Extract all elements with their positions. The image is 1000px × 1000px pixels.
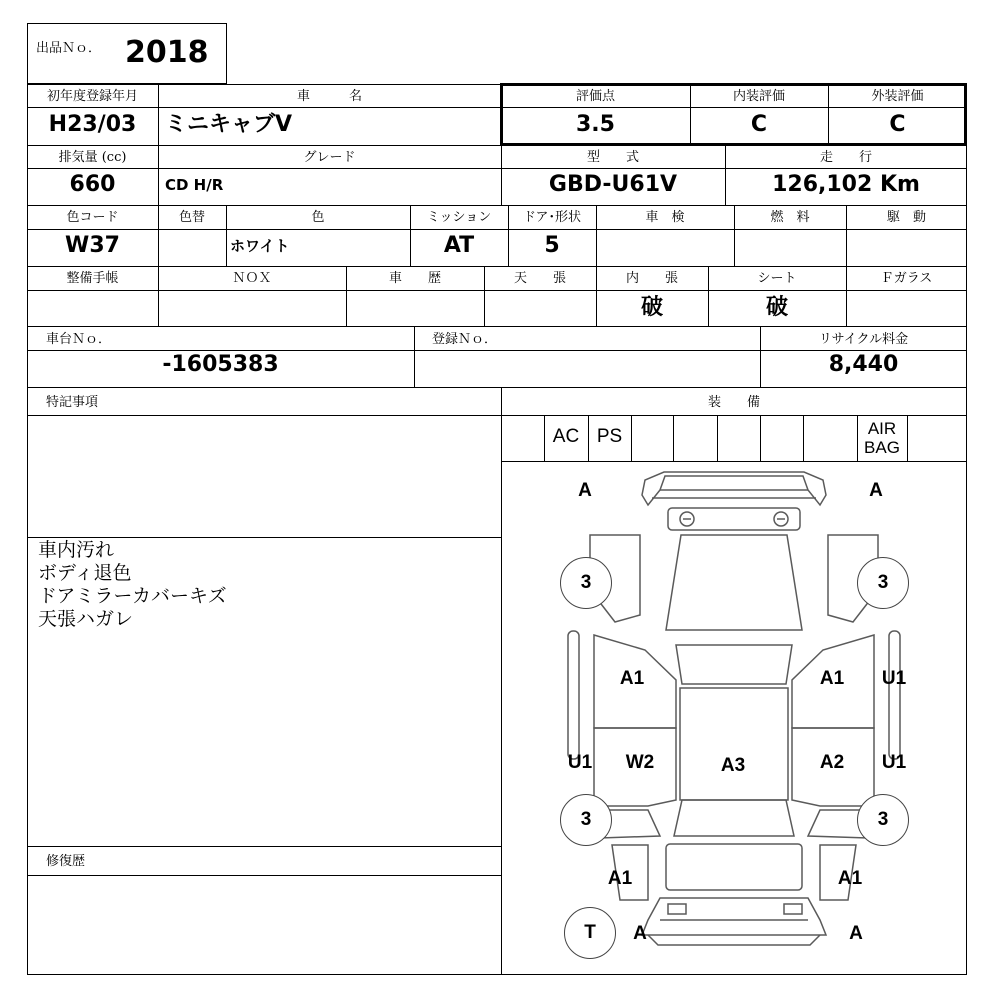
transmission-value: AT xyxy=(443,233,475,258)
nox-label: ＮＯＸ xyxy=(232,271,272,286)
mark-bumper-right: A xyxy=(849,923,863,944)
notes-label: 特記事項 xyxy=(46,395,99,410)
mark-step-right-front: U1 xyxy=(881,668,907,689)
mark-quarter-right: 3 xyxy=(857,794,909,846)
fuel-label: 燃 料 xyxy=(770,210,810,225)
recycle-fee-label: リサイクル料金 xyxy=(818,332,909,347)
car-body-diagram xyxy=(501,461,967,975)
service-book-label: 整備手帳 xyxy=(66,271,119,286)
color-label: 色 xyxy=(311,210,325,225)
mark-door-left-front: A1 xyxy=(619,668,645,689)
reg-year-value: H23/03 xyxy=(48,112,137,137)
mark-step-left-rear: U1 xyxy=(567,752,593,773)
mark-door-left-rear: W2 xyxy=(625,752,655,773)
model-label: 型 式 xyxy=(586,150,639,165)
interior-grade-value: C xyxy=(750,112,768,137)
model-value: GBD-U61V xyxy=(548,172,678,197)
color-change-label: 色替 xyxy=(178,210,205,225)
note-line: ボディ退色 xyxy=(38,562,132,584)
interior-trim-label: 内 張 xyxy=(625,271,678,286)
note-line: ドアミラーカバーキズ xyxy=(38,585,227,607)
mileage-label: 走 行 xyxy=(819,150,872,165)
doors-value: 5 xyxy=(544,233,560,258)
car-name-value: ミニキャブV xyxy=(165,112,293,137)
mark-front-left: A xyxy=(578,480,592,501)
seat-label: シート xyxy=(757,271,797,286)
equipment-ps: PS xyxy=(596,426,623,447)
mark-roof: A3 xyxy=(720,755,746,776)
exterior-grade-value: C xyxy=(889,112,906,137)
mark-tire: T xyxy=(564,907,616,959)
grade-label: グレード xyxy=(303,150,356,165)
mark-fender-left-front: 3 xyxy=(560,557,612,609)
doors-label: ドア･形状 xyxy=(522,210,582,225)
seat-value: 破 xyxy=(765,294,788,320)
roof-label: 天 張 xyxy=(513,271,566,286)
note-line: 天張ハガレ xyxy=(38,608,134,630)
equipment-label: 装 備 xyxy=(707,395,760,410)
registration-number-label: 登録Ｎｏ． xyxy=(432,332,498,347)
score-value: 3.5 xyxy=(576,112,615,137)
color-value: ホワイト xyxy=(230,237,290,255)
interior-trim-value: 破 xyxy=(640,294,663,320)
note-line: 車内汚れ xyxy=(38,539,115,561)
lot-number-label: 出品Ｎｏ． xyxy=(36,41,102,56)
chassis-number-value: -1605383 xyxy=(162,352,279,377)
mark-step-right-rear: U1 xyxy=(881,752,907,773)
displacement-value: 660 xyxy=(69,172,116,197)
drive-label: 駆 動 xyxy=(886,210,926,225)
mark-fender-right-front: 3 xyxy=(857,557,909,609)
recycle-fee-value: 8,440 xyxy=(828,352,899,377)
mark-quarter-left: 3 xyxy=(560,794,612,846)
front-glass-label: Ｆガラス xyxy=(880,271,933,286)
grade-value: CD H/R xyxy=(165,176,224,194)
score-label: 評価点 xyxy=(575,89,615,104)
mark-door-right-front: A1 xyxy=(819,668,845,689)
color-code-value: W37 xyxy=(65,233,120,258)
mark-rear-left: A1 xyxy=(607,868,633,889)
inspection-label: 車 検 xyxy=(645,210,685,225)
interior-grade-label: 内装評価 xyxy=(732,89,785,104)
displacement-label: 排気量 (cc) xyxy=(58,150,127,165)
mark-bumper-left: A xyxy=(633,923,647,944)
exterior-grade-label: 外装評価 xyxy=(871,89,924,104)
history-label: 車 歴 xyxy=(388,271,441,286)
equipment-ac: AC xyxy=(552,426,580,447)
reg-year-label: 初年度登録年月 xyxy=(46,89,138,104)
color-code-label: 色コード xyxy=(66,210,119,225)
repair-history-label: 修復歴 xyxy=(46,854,86,869)
transmission-label: ミッション xyxy=(426,210,492,225)
equipment-airbag: AIR BAG xyxy=(864,419,900,457)
car-name-label: 車 名 xyxy=(296,89,362,104)
chassis-number-label: 車台Ｎｏ． xyxy=(46,332,112,347)
lot-number-value: 2018 xyxy=(125,35,209,70)
mark-rear-right: A1 xyxy=(837,868,863,889)
mark-door-right-rear: A2 xyxy=(819,752,845,773)
mark-front-right: A xyxy=(869,480,883,501)
mileage-value: 126,102 Km xyxy=(772,172,920,197)
